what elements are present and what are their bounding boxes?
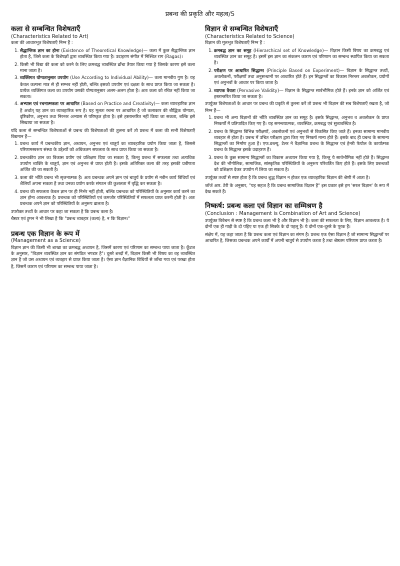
- science-comparison: उपर्युक्त विशेषताओं के आधार पर प्रबन्ध की प्रकृति से तुलना करें तो प्रबन्ध भी विज्ञान की सब विशेषताएँ रखता है, जो निम्न हैं—: [205, 102, 389, 114]
- art-point: 4. प्रबन्ध की सफलता केवल ज्ञान पर ही निर्भर नहीं होती, बल्कि प्रबन्धक को परिस्थितियों के अनुसार कार्य करने का ज्ञान होना आवश्यक है। प्रबन्धक को परिस्थितियों एवं कमजोर परिस्थितियों में सफलता प्राप्त करनी होती है। अतः प्रबन्धक अपने ज्ञान को परिस्थितियों के अनुरूप ढालता है।: [20, 190, 195, 208]
- science-definition: विज्ञान ज्ञान की किसी भी शाखा का क्रमबद्ध अध्ययन है, जिसमें कारण एवं परिणाम का सम्बन्ध पाया जाता है। कूँटज के अनुसार, "विज्ञान व्यवस्थित ज्ञान का संगठित भण्डार है"। दूसरे शब्दों में, विज्ञान किसी भी विषय का वह व्यवस्थित ज्ञान है जो उस अध्ययन एवं व्यवहार से प्राप्त किया जाता है। ऐसा ज्ञान वैज्ञानिक विधियों से जाँचा गया एवं परखा होता है, जिसमें कारण एवं परिणाम का सम्बन्ध पाया जाता है।: [11, 246, 195, 270]
- art-item: [20, 102, 195, 127]
- art-point: 3. कला की भाँति प्रबन्ध भी सृजनात्मक है। अतः प्रबन्धक अपने ज्ञान एवं चातुर्य के प्रयोग से नवीन कार्य विधियाँ एवं शैलियाँ अपना सकता है तथा उनका प्रयोग करके संगठन की कुशलता में वृद्धि कर सकता है।: [20, 176, 195, 188]
- science-section-title: प्रबन्ध एक विज्ञान के रूप में: [11, 229, 80, 238]
- science-item-text: (Pervasive Validity)— विज्ञान के सिद्धान्त सार्वभौमिक होते हैं। इनके ज्ञान को अर्जित एवं हस्तान्तरित किया जा सकता है।: [214, 88, 389, 100]
- science-conclusion: उपर्युक्त तथ्यों से स्पष्ट होता है कि प्रबन्ध शुद्ध विज्ञान न होकर एक व्यावहारिक विज्ञान की श्रेणी में आता है।: [205, 175, 370, 181]
- science-section-subtitle: (Management as a Science): [11, 238, 81, 245]
- art-item: [20, 76, 195, 101]
- art-intro: कला की आधारभूत विशेषताएँ निम्न हैं :: [11, 41, 73, 47]
- art-item-text: (Existence of Theoretical Knowledge)— कला में कुछ सैद्धान्तिक ज्ञान होता है, जिसे कला के विशेषज्ञों द्वारा व्यवस्थित किया गया है। उदाहरण संगीत में निश्चित राग (Ragas)।: [20, 48, 195, 61]
- art-point: 1. प्रबन्ध कार्य में प्रबन्धकीय ज्ञान, अध्ययन, अनुभव एवं चातुर्य का व्यावहारिक प्रयोग किया जाता है, जिससे परिणामस्वरूप संस्था के उद्देश्यों को अधिकतम सफलता के साथ प्राप्त किया जा सकता है।: [20, 142, 195, 154]
- science-item: [214, 69, 389, 87]
- science-chars-subtitle: (Characteristics Related to Science): [205, 33, 295, 40]
- art-characteristics-list: [11, 49, 195, 127]
- combination-paragraph: संक्षेप में, यह कहा जाता है कि प्रबन्ध कला एवं विज्ञान का संगम है। प्रबन्ध एक ऐसा विज्ञान है जो सामान्य सिद्धान्तों पर आधारित है, जिसका प्रबन्धक अपने कार्यों में अपनी चातुर्य से उपयोग करता है तथा श्रेष्ठतम परिणाम प्राप्त करता है।: [205, 232, 389, 244]
- art-point: 2. प्रबन्धकीय ज्ञान का विकास प्रयोग एवं प्रशिक्षण दिया जा सकता है, किन्तु प्रबन्ध में सफलता तथा अत्यधिक उपयोग व्यक्ति के चातुर्य, ज्ञान एवं अनुभव से प्राप्त होती है। इसके अतिरिक्त कला की तरह इसकी प्रवीणता अर्जित की जा सकती है।: [20, 156, 195, 174]
- science-item-text: (Principle Based on Experiment)— विज्ञान के सिद्धान्त तथ्यों, अवलोकनों, परीक्षणों तथा अनुसन्धानों पर आधारित होते हैं। इन सिद्धान्तों का विकास निरन्तर अवलोकन, प्रयोगों एवं अनुभवों के आधार पर किया जाता है।: [214, 68, 389, 87]
- art-item-text: (Based on Practice and Creativity)— कला व्यावहारिक ज्ञान है अर्थात् यह ज्ञान का व्यावहारिक रूप है। यह मूलतः रचना पर आधारित है जो कलाकार की बौद्धिक योग्यता, दृष्टिकोण, अनुभव तथा निरन्तर अभ्यास से परिष्कृत होता है। इसे हस्तान्तरित नहीं किया जा सकता, बल्कि इसे सिखाया जा सकता है।: [20, 102, 195, 126]
- combination-title: निष्कर्ष: प्रबन्ध कला एवं विज्ञान का सम्मिश्रण है: [205, 202, 323, 211]
- left-column: [11, 25, 195, 272]
- two-column-body: [11, 25, 389, 272]
- science-item: [214, 89, 389, 101]
- art-quote: चैस्टर एवं ट्रूमन ने भी लिखा है कि "प्रबन्ध व्यवहार (कला) है, न कि विज्ञान।": [11, 217, 131, 223]
- science-item-lead: परीक्षण पर आधारित सिद्धान्त: [214, 68, 264, 74]
- right-column: [205, 25, 389, 272]
- science-point: 1. प्रबन्ध भी अन्य विज्ञानों की भाँति व्यवस्थित ज्ञान का समूह है। इसके सिद्धान्त, अनुभव व अवलोकन के प्राप्त निष्कर्षों में प्रतिपादित किए गए हैं। यह समन्वयात्मक, व्यवस्थित, क्रमबद्ध एवं सुव्यवस्थित है।: [214, 116, 389, 128]
- science-chars-title: विज्ञान से सम्बन्धित विशेषताएँ: [205, 25, 278, 33]
- science-item-lead: व्यापक वैधता: [214, 88, 236, 94]
- art-item: [20, 49, 195, 61]
- combination-paragraph: उपर्युक्त विवेचन से स्पष्ट है कि प्रबन्ध कला भी है और विज्ञान भी है। कला की सफलता के लिए, विज्ञान आवश्यक है। ये दोनों एक ही गाड़ी के दो पहिए या एक ही सिक्के के दो पहलू हैं। ये दोनों एक-दूसरे के पूरक हैं।: [205, 218, 389, 230]
- art-item-text: किसी भी विद्या की कला को करने के लिए क्रमबद्ध व्यवस्थित ढाँचा तैयार किया गया है जिसके कारण इसे कला माना जाता है।: [20, 62, 195, 74]
- art-item-lead: सैद्धान्तिक ज्ञान का होना: [20, 48, 60, 54]
- science-characteristics-list: [205, 49, 389, 101]
- science-item: [214, 49, 389, 67]
- science-quote: जॉर्ज आर. टेरी के अनुसार, "यह सहज है कि प्रबन्ध सामाजिक विज्ञान है" इस प्रकार इसे हम 'सरल विज्ञान' के रूप में देख सकते हैं।: [205, 183, 389, 195]
- art-section-title: कला से सम्बन्धित विशेषताएँ: [11, 25, 81, 33]
- science-point: 3. प्रबन्ध के कुछ सामान्य सिद्धान्तों का विकास अध्ययन किया गया है, किन्तु ये सार्वभौमिक नहीं होते हैं। सिद्धान्त देश की भौगोलिक, सामाजिक, सांस्कृतिक परिस्थितियों के अनुरूप परिवर्तित किए होते हैं। इसके लिए प्रबन्धकों को प्रशिक्षण देकर उपयोग में लिया जा सकता है।: [214, 156, 389, 174]
- combination-subtitle: (Conclusion : Management is Combination of Art and Science): [205, 210, 361, 217]
- science-item-lead: क्रमबद्ध ज्ञान का समूह: [214, 48, 252, 54]
- art-section-subtitle: (Characteristics Related to Art): [11, 33, 89, 40]
- art-item-text: (Use According to Individual Ability)— कला मानवीय गुण है। यह केवल कल्पना मात्र से ही सम्भव नहीं होती, बल्कि इसको उपयोग एवं दक्षता के साथ प्राप्त किया जा सकता है। प्रत्येक व्यक्तिगत कला का उपयोग उसकी योग्यतानुसार अलग-अलग होता है। अतः कला को रचित नहीं किया जा सकता।: [20, 76, 195, 100]
- art-points-list: [11, 142, 195, 208]
- science-points-list: [205, 116, 389, 174]
- art-item-lead: अभ्यास एवं रचनात्मकता पर आधारित: [20, 102, 80, 108]
- art-item-lead: व्यक्तिगत योग्यतानुसार उपयोग: [20, 76, 69, 82]
- science-item-text: (Hierarchical set of Knowledge)— विज्ञान किसी विषय का क्रमबद्ध एवं व्यवस्थित ज्ञान का समूह है। इसमें इस ज्ञान का संकलन कारण एवं परिणाम का सम्बन्ध स्थापित किया जा सकता है।: [214, 48, 389, 67]
- art-conclusion: उपरोक्त तथ्यों के आधार पर कहा जा सकता है कि प्रबन्ध कला है।: [11, 209, 114, 215]
- art-item: [20, 63, 195, 75]
- science-point: 2. प्रबन्ध के सिद्धान्त विभिन्न परीक्षणों, अवलोकनों एवं अनुभवों से विकसित किए जाते हैं। इनका सामान्य मानवीय व्यवहार से होता है। प्रबन्ध में उचित परीक्षण द्वारा किए गए निष्कर्ष मान्य होते हैं। इसके बाद ही प्रबन्ध के सामान्य सिद्धान्तों का निर्माण हुआ है। एफ.डब्ल्यू. टेलर ने वैज्ञानिक प्रबन्ध के सिद्धान्त एवं हेनरी फेयोल के कार्यात्मक प्रबन्ध के सिद्धान्त इसके उदाहरण हैं।: [214, 130, 389, 155]
- art-comparison: यदि कला से सम्बन्धित विशेषताओं से प्रबन्ध की विशेषताओं की तुलना करें तो प्रबन्ध में कला की सभी विशेषताएँ विद्यमान हैं—: [11, 128, 195, 140]
- running-header: प्रबन्ध की प्रकृति और महत्व/5: [165, 10, 235, 18]
- science-chars-intro: विज्ञान की मूलभूत विशेषताएँ निम्न हैं :: [205, 41, 265, 47]
